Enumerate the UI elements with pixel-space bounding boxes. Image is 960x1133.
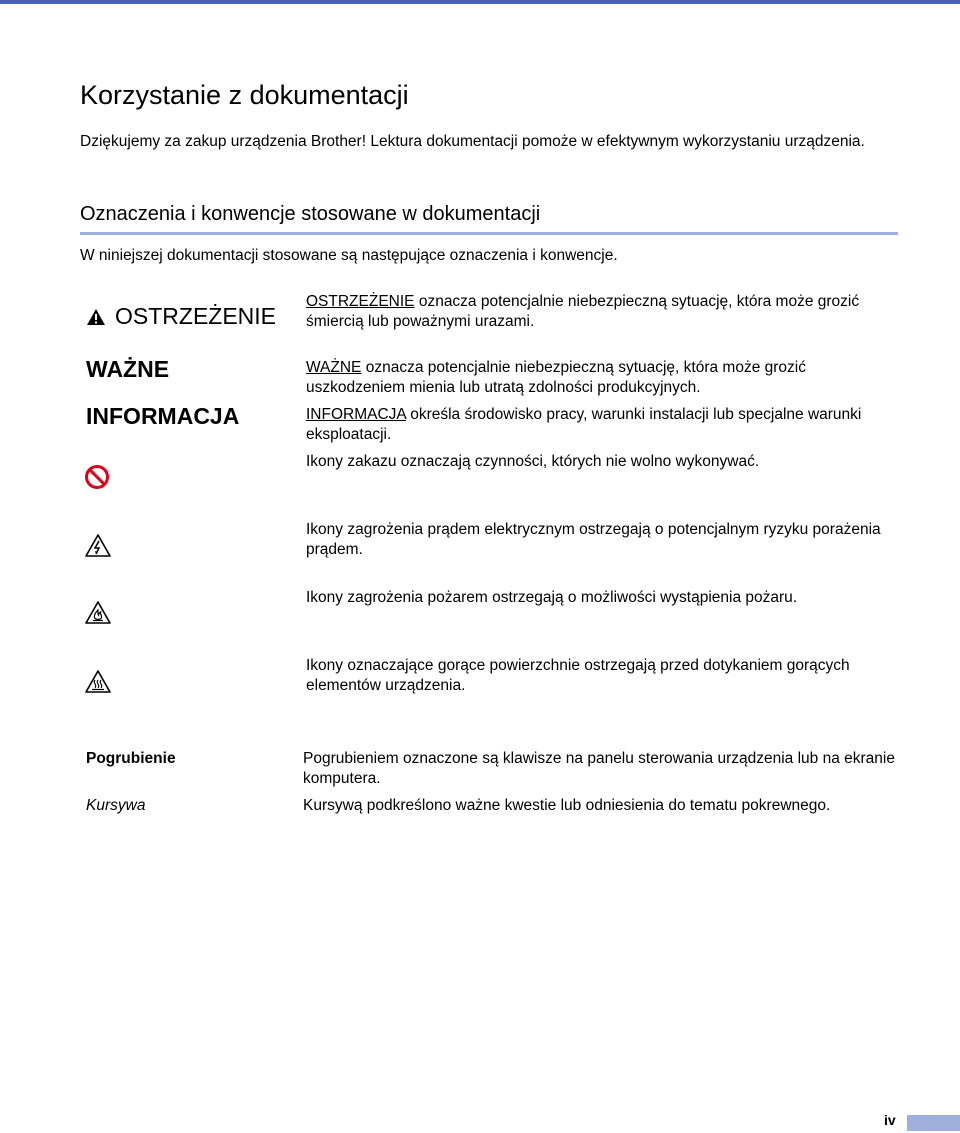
warning-label-text: OSTRZEŻENIE [115, 303, 277, 329]
note-label: INFORMACJA [86, 403, 240, 429]
note-term: INFORMACJA [306, 406, 406, 423]
italic-convention-label: Kursywa [86, 797, 146, 814]
important-term: WAŻNE [306, 359, 362, 376]
note-description [306, 405, 881, 445]
electrical-hazard-icon [84, 533, 112, 558]
electrical-description: Ikony zagrożenia prądem elektrycznym ostrzegają o potencjalnym ryzyku porażenia prądem. [306, 521, 881, 558]
important-description [306, 358, 881, 398]
page-number: iv [884, 1112, 896, 1128]
warning-label [86, 303, 276, 330]
important-label: WAŻNE [86, 356, 170, 382]
fire-description: Ikony zagrożenia pożarem ostrzegają o możliwości wystąpienia pożaru. [306, 589, 798, 606]
bold-convention-description: Pogrubieniem oznaczone są klawisze na panelu sterowania urządzenia lub na ekranie komputera. [303, 750, 895, 787]
warning-term: OSTRZEŻENIE [306, 293, 415, 310]
section-intro: W niniejszej dokumentacji stosowane są następujące oznaczenia i konwencje. [80, 247, 618, 264]
important-text: oznacza potencjalnie niebezpieczną sytuację, która może grozić uszkodzeniem mienia lub utratą zdolności produkcyjnych. [306, 359, 806, 396]
top-rule [0, 0, 960, 4]
section-rule [80, 232, 898, 235]
warning-text: oznacza potencjalnie niebezpieczną sytuację, która może grozić śmiercią lub poważnymi urazami. [306, 293, 860, 330]
hot-surface-description: Ikony oznaczające gorące powierzchnie ostrzegają przed dotykaniem gorących elementów urządzenia. [306, 657, 850, 694]
prohibition-description: Ikony zakazu oznaczają czynności, których nie wolno wykonywać. [306, 453, 760, 470]
hot-surface-icon [84, 669, 112, 694]
note-text: określa środowisko pracy, warunki instalacji lub specjalne warunki eksploatacji. [306, 406, 862, 443]
page-title: Korzystanie z dokumentacji [80, 80, 409, 110]
fire-hazard-icon [84, 600, 112, 625]
bold-convention-label: Pogrubienie [86, 750, 176, 767]
intro-paragraph: Dziękujemy za zakup urządzenia Brother! Lektura dokumentacji pomoże w efektywnym wykorzystaniu urządzenia. [80, 133, 865, 150]
page-number-bar [907, 1115, 960, 1131]
warning-description [306, 292, 881, 332]
section-heading: Oznaczenia i konwencje stosowane w dokumentacji [80, 203, 541, 225]
prohibition-icon [84, 464, 110, 490]
warning-triangle-icon [86, 308, 106, 326]
italic-convention-description: Kursywą podkreślono ważne kwestie lub odniesienia do tematu pokrewnego. [303, 797, 831, 814]
